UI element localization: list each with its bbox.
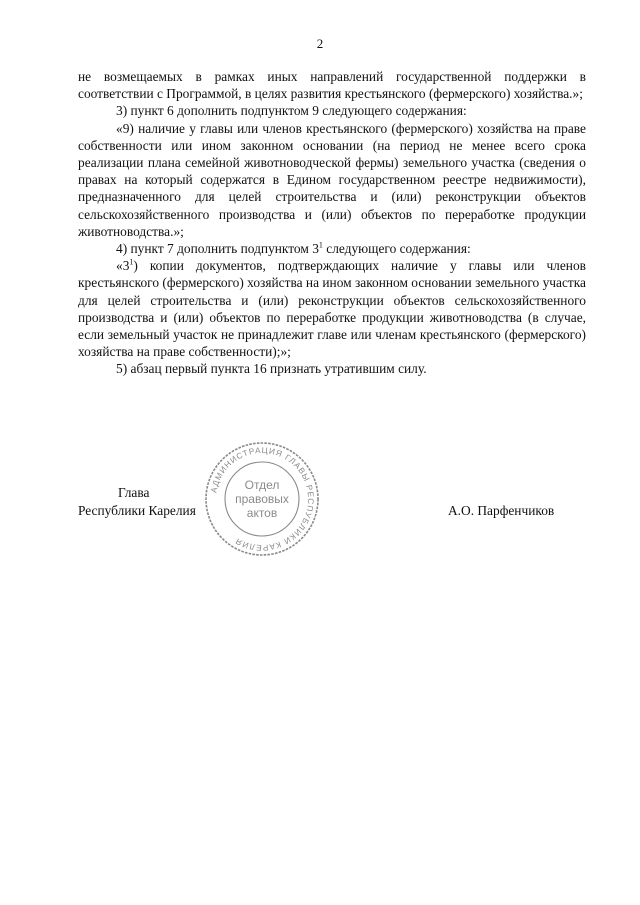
paragraph-item-3: 3) пункт 6 дополнить подпунктом 9 следующего содержания: [116, 103, 467, 119]
official-stamp [203, 440, 321, 558]
paragraph-subitem-3-1 [78, 257, 586, 360]
page-number: 2 [316, 36, 324, 51]
signatory-title-line2: Республики Карелия [78, 503, 196, 518]
signatory-name: А.О. Парфенчиков [448, 503, 555, 518]
paragraph-item-4 [78, 240, 586, 257]
item-4-superscript: 1 [318, 240, 323, 250]
stamp-center-line1: Отдел [244, 478, 280, 492]
stamp-center-line2: правовых [235, 492, 289, 506]
signatory-title-line1: Глава [118, 485, 150, 500]
stamp-center-line3: актов [246, 506, 278, 520]
item-4-text-start: 4) пункт 7 дополнить подпунктом 3 [116, 241, 319, 257]
subitem-text-start: «3 [116, 258, 130, 274]
paragraph-item-5: 5) абзац первый пункта 16 признать утратившим силу. [116, 361, 427, 377]
subitem-text-end: ) копии документов, подтверждающих наличие у главы или членов крестьянского (фермерского) хозяйства на ином законном основании земельного участка для целей строительства и (или) реконструкции объектов сельскохозяйственного производства и (или) объектов по переработке продукции животноводства (в случае, если земельный участок не принадлежит главе или членам крестьянского (фермерского) хозяйства на праве собственности);»; [78, 258, 586, 360]
stamp-ring-text: АДМИНИСТРАЦИЯ ГЛАВЫ РЕСПУБЛИКИ КАРЕЛИЯ [209, 445, 316, 553]
document-body [78, 68, 586, 378]
subitem-superscript: 1 [129, 257, 134, 267]
paragraph-continuation: не возмещаемых в рамках иных направлений государственной поддержки в соответствии с Программой, в целях развития крестьянского (фермерского) хозяйства.»; [78, 69, 586, 102]
paragraph-subitem-9: «9) наличие у главы или членов крестьянского (фермерского) хозяйства на праве собственности или ином законном основании (на период не менее всего срока реализации плана семейной животноводческой фермы) земельного участка (сведения о правах на который содержатся в Едином государственном реестре недвижимости), предназначенного для целей строительства и (или) реконструкции объектов сельскохозяйственного производства и (или) объектов по переработке продукции животноводства.»; [78, 120, 586, 239]
item-4-text-end: следующего содержания: [322, 241, 471, 257]
